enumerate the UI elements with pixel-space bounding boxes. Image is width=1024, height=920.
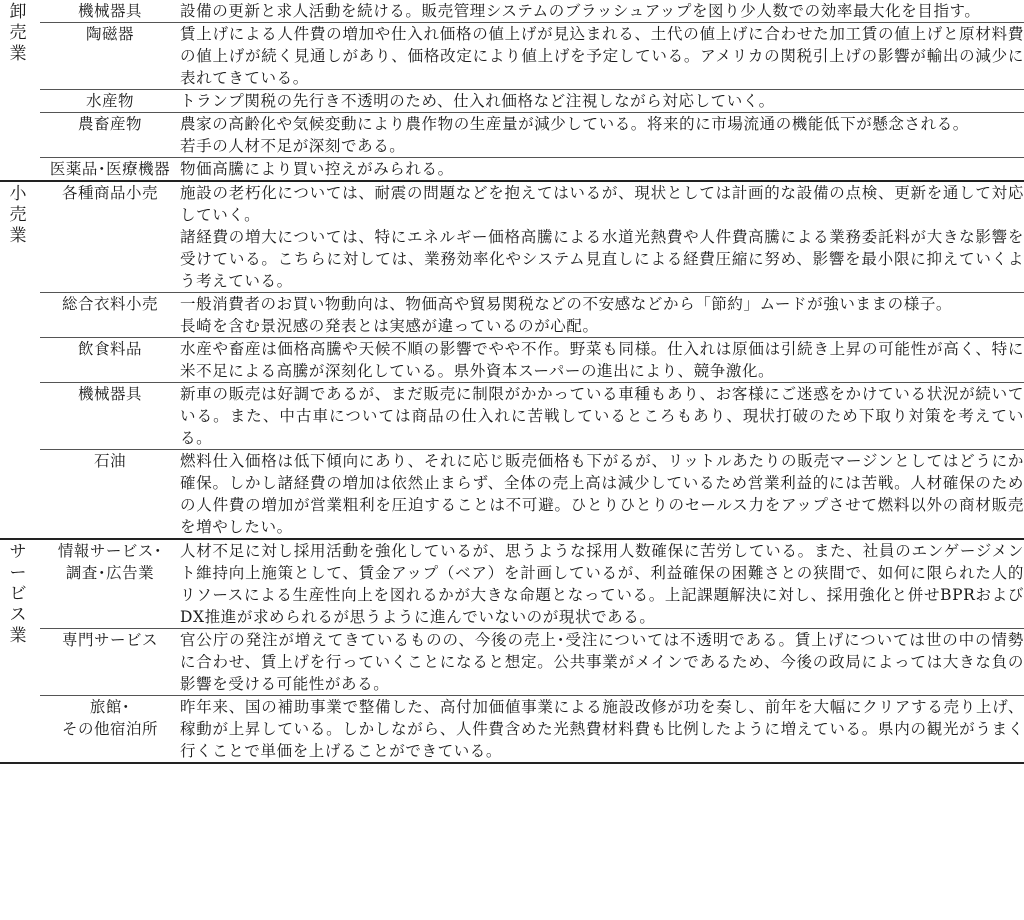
comment-cell [180,23,1024,90]
table-row [0,158,1024,182]
comment-paragraph: 農家の高齢化や気候変動により農作物の生産量が減少している。将来的に市場流通の機能低下が懸念される。 [180,115,969,133]
comment-paragraph: 若手の人材不足が深刻である。 [180,137,406,155]
table-row [0,113,1024,158]
industry-cell: 機械器具 [40,383,180,450]
comment-cell [180,383,1024,450]
comment-cell [180,0,1024,23]
sector-label: 小売業 [9,184,27,246]
sector-label: サービス業 [9,542,27,646]
industry-cell: 機械器具 [40,0,180,23]
sector-cell [0,181,40,539]
table-row [0,383,1024,450]
comment-cell [180,338,1024,383]
comment-paragraph: 物価高騰により買い控えがみられる。 [180,160,454,178]
industry-cell: 旅館･ その他宿泊所 [40,696,180,764]
comment-paragraph: 長崎を含む景況感の発表とは実感が違っているのが心配。 [180,317,599,335]
industry-cell: 情報サービス･ 調査･広告業 [40,539,180,629]
industry-cell: 陶磁器 [40,23,180,90]
comment-cell [180,629,1024,696]
sector-cell [0,0,40,181]
table-row [0,338,1024,383]
comment-paragraph: 設備の更新と求人活動を続ける。販売管理システムのブラッシュアップを図り少人数での効率最大化を目指す。 [180,2,981,20]
comment-cell [180,158,1024,182]
comment-cell [180,113,1024,158]
industry-cell: 専門サービス [40,629,180,696]
table-row [0,629,1024,696]
comment-paragraph: トランプ関税の先行き不透明のため、仕入れ価格など注視しながら対応していく。 [180,92,775,110]
table-row [0,696,1024,764]
comment-cell [180,181,1024,293]
comment-paragraph: 賃上げによる人件費の増加や仕入れ価格の値上げが見込まれる、土代の値上げに合わせた加工賃の値上げと原材料費の値上げが続く見通しがあり、価格改定により値上げを予定している。アメリカの関税引上げの影響が輸出の減少に表れてきている。 [180,25,1024,87]
table-row [0,0,1024,23]
industry-cell: 農畜産物 [40,113,180,158]
sector-label: 卸売業 [9,2,27,64]
comment-paragraph: 一般消費者のお買い物動向は、物価高や貿易関税などの不安感などから「節約」ムードが強いままの様子。 [180,295,953,313]
industry-cell: 医薬品･医療機器 [40,158,180,182]
comment-cell [180,293,1024,338]
comment-paragraph: 新車の販売は好調であるが、まだ販売に制限がかかっている車種もあり、お客様にご迷惑をかけている状況が続いている。また、中古車については商品の仕入れに苦戦しているところもあり、現状打破のため下取り対策を考えている。 [180,385,1024,447]
comment-paragraph: 諸経費の増大については、特にエネルギー価格高騰による水道光熱費や人件費高騰による業務委託料が大きな影響を受けている。こちらに対しては、業務効率化やシステム見直しによる経費圧縮に努め、影響を最小限に抑えていくよう考えている。 [180,228,1024,290]
table-row [0,450,1024,540]
industry-cell: 飲食料品 [40,338,180,383]
comment-cell [180,539,1024,629]
table-row [0,23,1024,90]
comment-paragraph: 水産や畜産は価格高騰や天候不順の影響でやや不作。野菜も同様。仕入れは原価は引続き上昇の可能性が高く、特に米不足による高騰が深刻化している。県外資本スーパーの進出により、競争激化。 [180,340,1024,380]
industry-cell: 各種商品小売 [40,181,180,293]
table-row [0,293,1024,338]
comment-paragraph: 施設の老朽化については、耐震の問題などを抱えてはいるが、現状としては計画的な設備の点検、更新を通して対応していく。 [180,184,1024,224]
sector-cell [0,539,40,763]
comment-cell [180,450,1024,540]
comment-cell [180,90,1024,113]
comment-paragraph: 官公庁の発注が増えてきているものの、今後の売上･受注については不透明である。賃上げについては世の中の情勢に合わせ、賃上げを行っていくことになると想定。公共事業がメインであるため、今後の政局によっては大きな負の影響を受ける可能性がある。 [180,631,1024,693]
table-row [0,90,1024,113]
comment-paragraph: 燃料仕入価格は低下傾向にあり、それに応じ販売価格も下がるが、リットルあたりの販売マージンとしてはどうにか確保。しかし諸経費の増加は依然止まらず、全体の売上高は減少しているため営業利益的には苦戦。人材確保のための人件費の増加が営業粗利を圧迫することは不可避。ひとりひとりのセールス力をアップさせて燃料以外の商材販売を増やしたい。 [180,452,1024,536]
industry-cell: 石油 [40,450,180,540]
table-row [0,539,1024,629]
comment-paragraph: 昨年来、国の補助事業で整備した、高付加価値事業による施設改修が功を奏し、前年を大幅にクリアする売り上げ、稼動が上昇している。しかしながら、人件費含めた光熱費材料費も比例したように増えている。県内の観光がうまく行くことで単価を上げることができている。 [180,698,1024,760]
industry-cell: 水産物 [40,90,180,113]
comment-cell [180,696,1024,764]
table-row [0,181,1024,293]
comment-paragraph: 人材不足に対し採用活動を強化しているが、思うような採用人数確保に苦労している。また、社員のエンゲージメント維持向上施策として、賃金アップ（ベア）を計画しているが、利益確保の困難さとの狭間で、如何に限られた人的リソースによる生産性向上を図れるかが大きな命題となっている。上記課題解決に対し、採用強化と併せBPRおよびDX推進が求められるが思うように進んでいないのが現状である。 [180,542,1024,626]
industry-cell: 総合衣料小売 [40,293,180,338]
